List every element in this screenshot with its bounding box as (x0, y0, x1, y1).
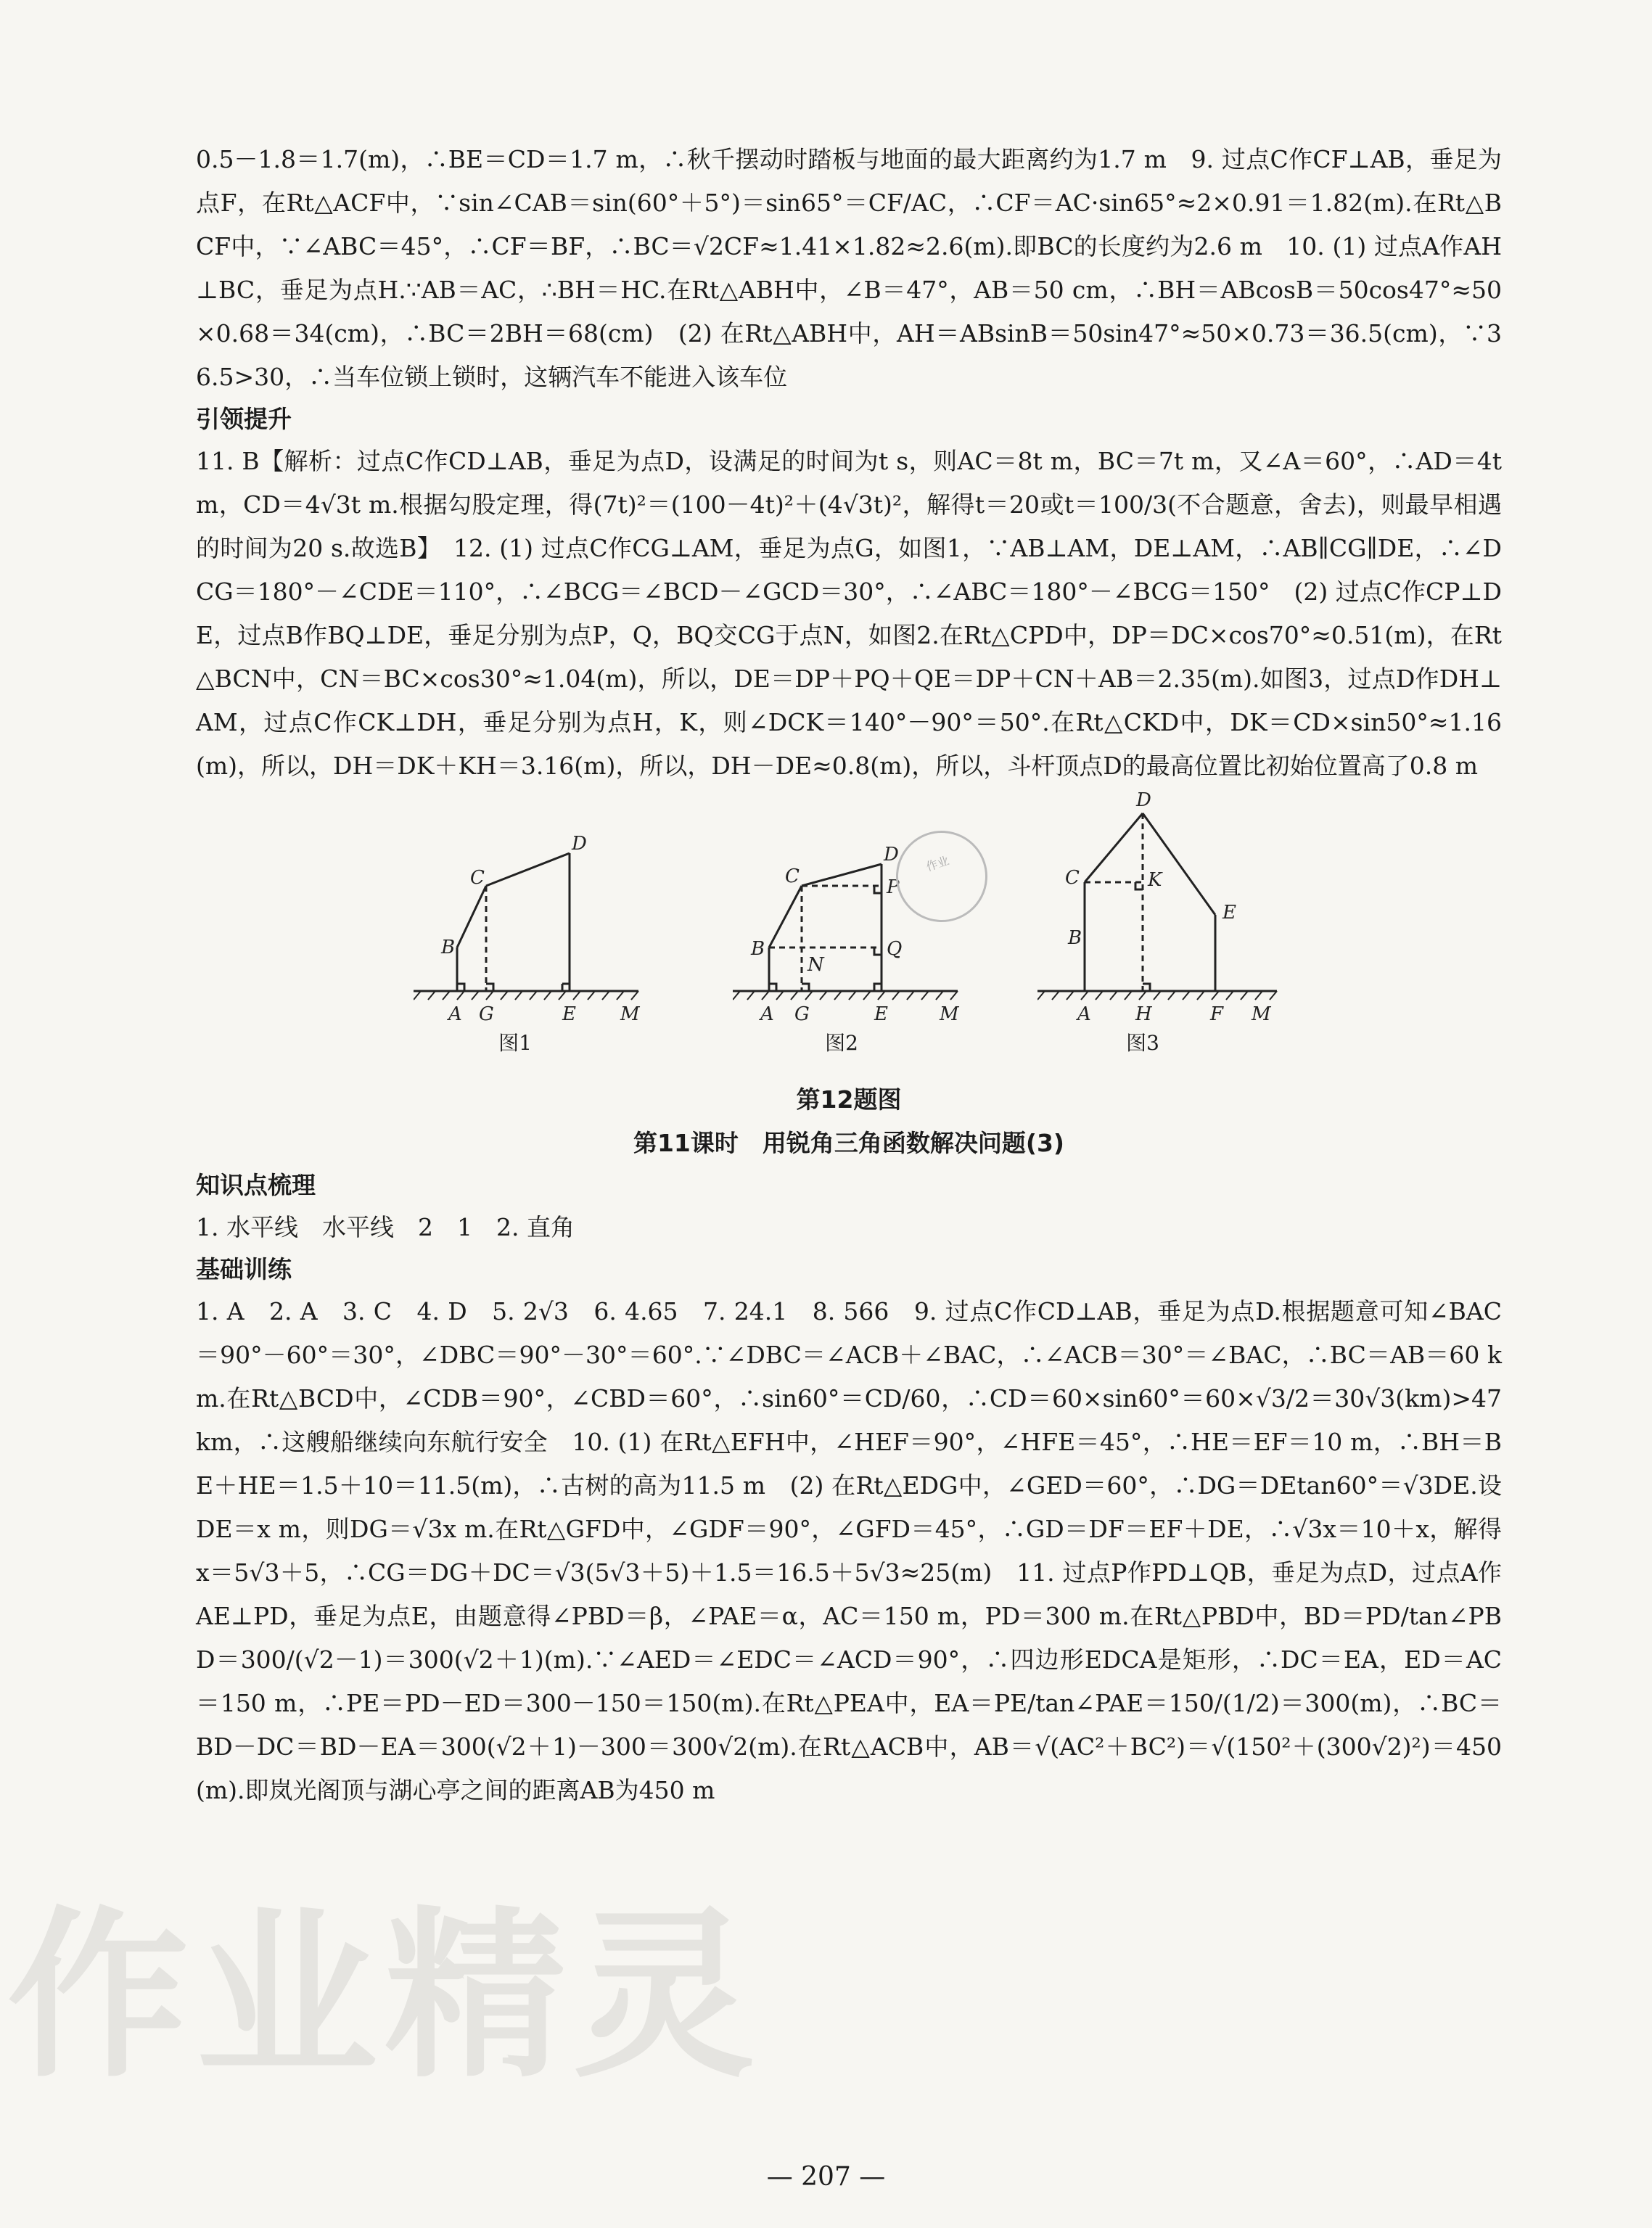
fig2-label-E: E (874, 1003, 888, 1025)
jichu-answers: 1. A 2. A 3. C 4. D 5. 2√3 6. 4.65 7. 24.1 8. 566 9. 过点C作CD⊥AB，垂足为点D.根据题意可知∠BAC＝90°－60°＝30°，∠DBC＝90°－30°＝60°.∵∠DBC＝∠ACB＋∠BAC，∴∠ACB＝30°＝∠BAC，∴BC＝AB＝60 km.在Rt△BCD中，∠CDB＝90°，∠CBD＝60°，∴sin60°＝CD/60，∴CD＝60×sin60°＝60×√3/2＝30√3(km)>47 km，∴这艘船继续向东航行安全 10. (1) 在Rt△EFH中，∠HEF＝90°，∠HFE＝45°，∴HE＝EF＝10 m，∴BH＝BE＋HE＝1.5＋10＝11.5(m)，∴古树的高为11.5 m (2) 在Rt△EDG中，∠GED＝60°，∴DG＝DEtan60°＝√3DE.设DE＝x m，则DG＝√3x m.在Rt△GFD中，∠GDF＝90°，∠GFD＝45°，∴GD＝DF＝EF＋DE，∴√3x＝10＋x，解得x＝5√3＋5，∴CG＝DG＋DC＝√3(5√3＋5)＋1.5＝16.5＋5√3≈25(m) 11. 过点P作PD⊥QB，垂足为点D，过点A作AE⊥PD，垂足为点E，由题意得∠PBD＝β，∠PAE＝α，AC＝150 m，PD＝300 m.在Rt△PBD中，BD＝PD/tan∠PBD＝300/(√2－1)＝300(√2＋1)(m).∵∠AED＝∠EDC＝∠ACD＝90°，∴四边形EDCA是矩形，∴DC＝EA，ED＝AC＝150 m，∴PE＝PD－ED＝300－150＝150(m).在Rt△PEA中，EA＝PE/tan∠PAE＝150/(1/2)＝300(m)，∴BC＝BD－DC＝BD－EA＝300(√2＋1)－300＝300√2(m).在Rt△ACB中，AB＝√(AC²＋BC²)＝√(150²＋(300√2)²)＝450(m).即岚光阁顶与湖心亭之间的距离AB为450 m (196, 1297, 1502, 1804)
figure-3 (1037, 788, 1284, 1055)
fig3-label-A: A (1077, 1003, 1091, 1025)
section-heading-zhishidian: 知识点梳理 (196, 1171, 316, 1199)
fig2-label-G: G (794, 1003, 810, 1025)
fig2-label-A: A (760, 1003, 774, 1025)
fig1-label-C: C (470, 867, 485, 889)
yinling-answers: 11. B【解析：过点C作CD⊥AB，垂足为点D，设满足的时间为t s，则AC＝8t m，BC＝7t m，又∠A＝60°，∴AD＝4t m，CD＝4√3t m.根据勾股定理，得(7t)²＝(100－4t)²＋(4√3t)²，解得t＝20或t＝100/3(不合题意，舍去)，则最早相遇的时间为20 s.故选B】 12. (1) 过点C作CG⊥AM，垂足为点G，如图1，∵AB⊥AM，DE⊥AM，∴AB∥CG∥DE，∴∠DCG＝180°－∠CDE＝110°，∴∠BCG＝∠BCD－∠GCD＝30°，∴∠ABC＝180°－∠BCG＝150° (2) 过点C作CP⊥DE，过点B作BQ⊥DE，垂足分别为点P，Q，BQ交CG于点N，如图2.在Rt△CPD中，DP＝DC×cos70°≈0.51(m)，在Rt△BCN中，CN＝BC×cos30°≈1.04(m)，所以，DE＝DP＋PQ＋QE＝DP＋CN＋AB＝2.35(m).如图3，过点D作DH⊥AM，过点C作CK⊥DH，垂足分别为点H，K，则∠DCK＝140°－90°＝50°.在Rt△CKD中，DK＝CD×sin50°≈1.16(m)，所以，DH＝DK＋KH＝3.16(m)，所以，DH－DE≈0.8(m)，所以，斗杆顶点D的最高位置比初始位置高了0.8 m (196, 447, 1502, 780)
fig2-label-Q: Q (887, 938, 903, 960)
figure-1 (414, 810, 646, 1055)
page-number: — 207 — (766, 2162, 886, 2192)
fig3-label-E: E (1222, 902, 1236, 924)
figure-group-q12 (196, 789, 1502, 1071)
seal-stamp: 作业 (884, 819, 1000, 934)
figure-3-caption: 图3 (1126, 1031, 1159, 1055)
fig3-label-F: F (1210, 1003, 1224, 1025)
lesson-title: 第11课时 用锐角三角函数解决问题(3) (633, 1129, 1065, 1157)
page-content (196, 138, 1502, 1812)
fig2-label-M: M (940, 1003, 959, 1025)
fig1-label-G: G (479, 1003, 494, 1025)
zhishidian-answers: 1. 水平线 水平线 2 1 2. 直角 (196, 1213, 575, 1241)
figure-group-caption: 第12题图 (796, 1085, 902, 1114)
figure-1-caption: 图1 (498, 1031, 532, 1055)
fig3-label-M: M (1252, 1003, 1271, 1025)
fig3-label-H: H (1135, 1003, 1152, 1025)
figure-2-caption: 图2 (825, 1031, 858, 1055)
section-heading-jichu: 基础训练 (196, 1255, 292, 1283)
fig3-label-D: D (1136, 789, 1151, 811)
fig1-label-M: M (620, 1003, 640, 1025)
figure-1-diagram (414, 810, 646, 1027)
watermark: 作业精灵 (7, 1891, 762, 2102)
fig2-label-P: P (887, 876, 900, 898)
fig3-label-C: C (1065, 867, 1080, 889)
fig2-label-C: C (785, 866, 800, 887)
fig2-label-D: D (884, 844, 899, 866)
fig3-label-K: K (1148, 869, 1162, 891)
figure-3-diagram (1037, 788, 1284, 1027)
continued-answer-text: 0.5－1.8＝1.7(m)，∴BE＝CD＝1.7 m，∴秋千摆动时踏板与地面的最大距离约为1.7 m 9. 过点C作CF⊥AB，垂足为点F，在Rt△ACF中，∵sin∠CAB＝sin(60°＋5°)＝sin65°＝CF/AC，∴CF＝AC·sin65°≈2×0.91＝1.82(m).在Rt△BCF中，∵∠ABC＝45°，∴CF＝BF，∴BC＝√2CF≈1.41×1.82≈2.6(m).即BC的长度约为2.6 m 10. (1) 过点A作AH⊥BC，垂足为点H.∵AB＝AC，∴BH＝HC.在Rt△ABH中，∠B＝47°，AB＝50 cm，∴BH＝ABcosB＝50cos47°≈50×0.68＝34(cm)，∴BC＝2BH＝68(cm) (2) 在Rt△ABH中，AH＝ABsinB＝50sin47°≈50×0.73＝36.5(cm)，∵36.5>30，∴当车位锁上锁时，这辆汽车不能进入该车位 (196, 145, 1502, 391)
fig1-label-E: E (562, 1003, 576, 1025)
fig1-label-A: A (448, 1003, 462, 1025)
section-heading-yinling: 引领提升 (196, 405, 292, 433)
fig2-label-B: B (751, 938, 765, 960)
fig1-label-D: D (572, 833, 587, 855)
fig3-label-B: B (1068, 927, 1082, 949)
fig1-label-B: B (441, 937, 456, 958)
fig2-label-N: N (807, 954, 824, 976)
